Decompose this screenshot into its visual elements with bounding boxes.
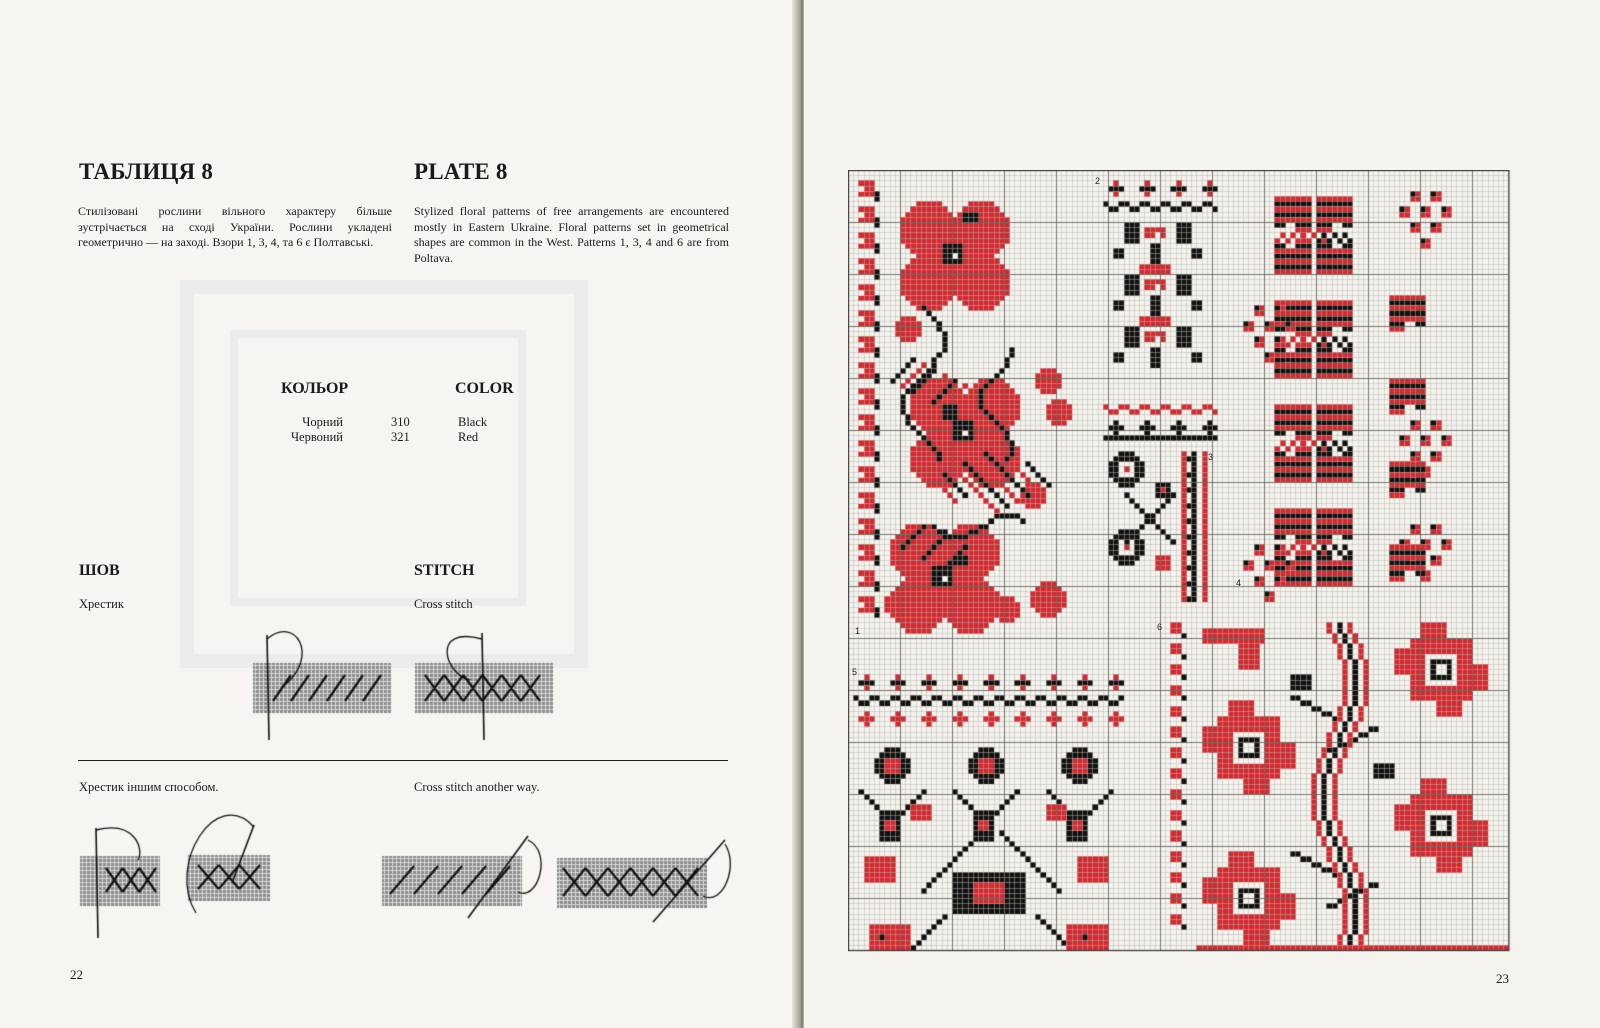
color-heading-ua: КОЛЬОР: [281, 380, 349, 397]
pattern-label-2: 2: [1095, 176, 1101, 186]
alt-stitch-diagram-1: [76, 820, 166, 940]
pattern-label-4: 4: [1236, 578, 1242, 588]
stitch-heading-ua: ШОВ: [79, 562, 120, 579]
stitch-ua: Хрестик: [79, 597, 124, 611]
color-red-code: 321: [391, 430, 410, 444]
color-heading-en: COLOR: [455, 380, 514, 397]
pattern-label-3: 3: [1208, 452, 1214, 462]
color-black-en: Black: [458, 415, 488, 429]
alt-stitch-diagram-3: [378, 832, 548, 922]
pattern-label-1: 1: [855, 626, 861, 636]
stitch2-en: Cross stitch another way.: [414, 780, 540, 794]
paragraph-en: Stylized floral patterns of free arrangements are encountered mostly in Eastern Ukraine. Floral patterns set in geometrical shapes are common in the West. Patterns 1, 3, 4 and 6 are from Poltava.: [414, 204, 729, 265]
divider-rule: [78, 760, 728, 761]
stitch2-ua: Хрестик іншим способом.: [79, 780, 219, 794]
ghost-print-inner: [230, 330, 526, 606]
stitch-en: Cross stitch: [414, 597, 473, 611]
right-page: [804, 0, 1600, 1028]
stitch-heading-en: STITCH: [414, 562, 475, 579]
paragraph-ua: Стилізовані рослини вільного характеру більше зустрічається на сході України. Рослини укладені геометрично — на заході. Взори 1, 3, 4, та 6 є Полтавські.: [78, 204, 392, 249]
alt-stitch-diagram-2: [176, 805, 276, 925]
cross-stitch-diagram-1: [245, 625, 405, 745]
page-number-right: 23: [1496, 971, 1509, 986]
embroidery-chart-grid: [848, 170, 1512, 952]
title-ua: ТАБЛИЦЯ 8: [79, 159, 214, 184]
color-red-ua: Червоний: [290, 430, 343, 444]
cross-stitch-diagram-2: [410, 625, 560, 745]
page-number-left: 22: [70, 967, 83, 982]
pattern-label-6: 6: [1157, 622, 1163, 632]
color-red-en: Red: [458, 430, 479, 444]
color-black-code: 310: [391, 415, 410, 429]
alt-stitch-diagram-4: [553, 836, 738, 926]
title-en: PLATE 8: [414, 159, 508, 184]
color-black-ua: Чорний: [302, 415, 343, 429]
pattern-label-5: 5: [852, 667, 858, 677]
